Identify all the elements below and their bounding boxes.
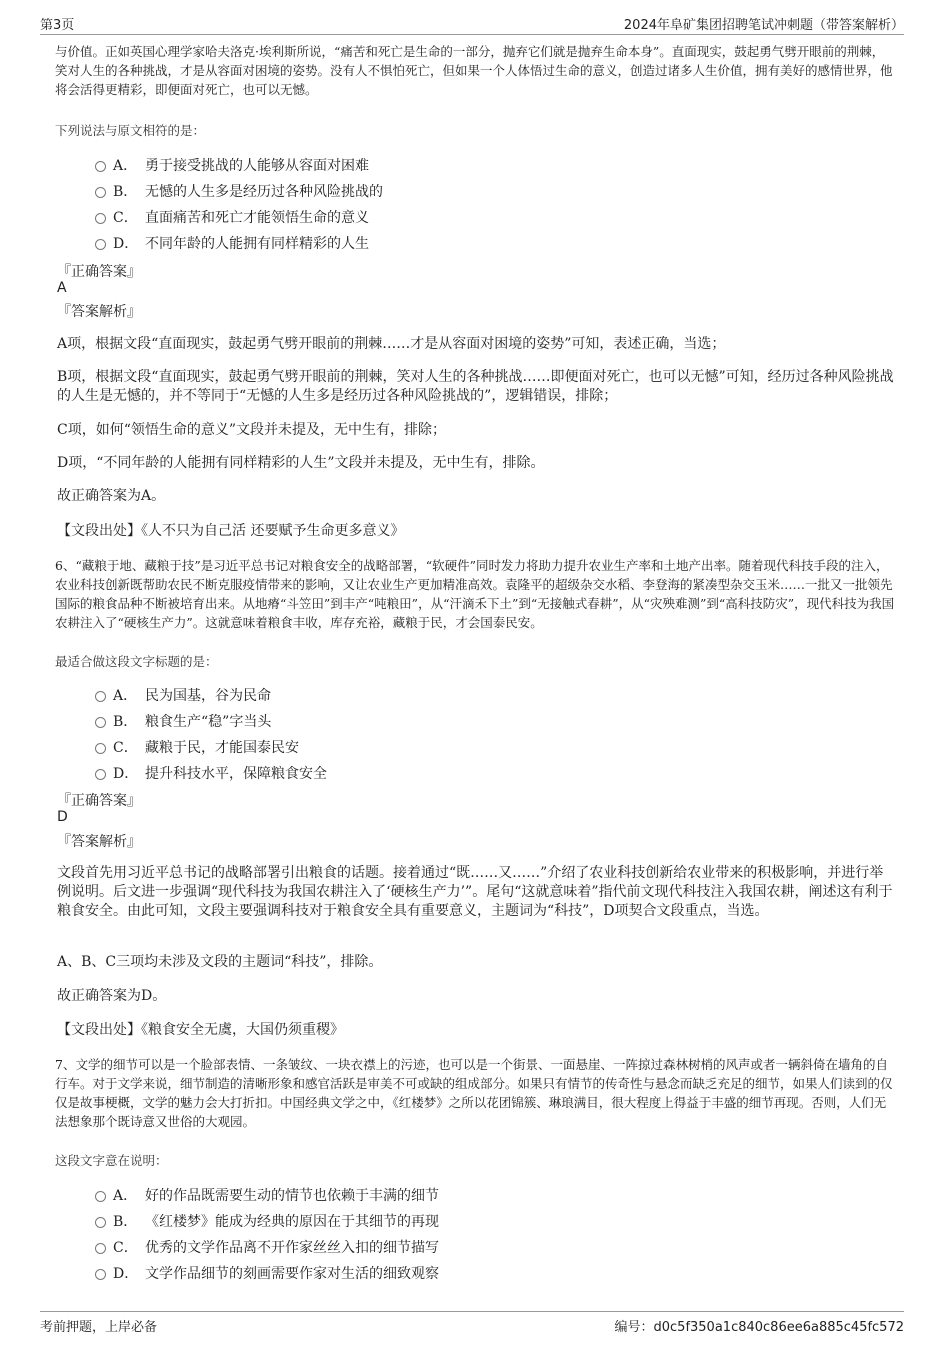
- page-number: 第3页: [40, 18, 75, 33]
- q6-option-d[interactable]: D． 提升科技水平，保障粮食安全: [95, 763, 327, 783]
- page-footer: [40, 1311, 904, 1336]
- document-title: 2024年阜矿集团招聘笔试冲刺题（带答案解析）: [623, 18, 904, 33]
- q5-conclusion: 故正确答案为A。: [57, 488, 166, 504]
- q7-option-a[interactable]: A． 好的作品既需要生动的情节也依赖于丰满的细节: [95, 1185, 439, 1205]
- q6-option-b[interactable]: B． 粮食生产“稳”字当头: [95, 711, 271, 731]
- page-header: [40, 10, 904, 35]
- q5-source: 【文段出处】《人不只为自己活 还要赋予生命更多意义》: [57, 523, 405, 539]
- radio-icon[interactable]: [95, 1269, 106, 1280]
- q5-answer-label: 『正确答案』: [57, 264, 141, 280]
- radio-icon[interactable]: [95, 717, 106, 728]
- radio-icon[interactable]: [95, 743, 106, 754]
- q5-analysis-c: C项，如何“领悟生命的意义”文段并未提及，无中生有，排除；: [57, 422, 447, 438]
- radio-icon[interactable]: [95, 213, 106, 224]
- q7-passage: 7、文学的细节可以是一个脸部表情、一条皱纹、一块衣襟上的污迹，也可以是一个街景、一面悬崖、一阵掠过森林树梢的风声或者一辆斜倚在墙角的自行车。对于文学来说，细节制造的清晰形象和感官活跃是审美不可或缺的组成部分。如果只有情节的传奇性与悬念而缺乏充足的细节，如果人们读到的仅仅是故事梗概，文学的魅力会大打折扣。中国经典文学之中，《红楼梦》之所以花团锦簇、琳琅满目，很大程度上得益于丰盛的细节再现。否则，人们无法想象那个既诗意又世俗的大观园。: [55, 1057, 893, 1129]
- q5-answer: A: [57, 280, 67, 296]
- q5-option-a[interactable]: A． 勇于接受挑战的人能够从容面对困难: [95, 155, 369, 175]
- q6-answer: D: [57, 809, 68, 825]
- radio-icon[interactable]: [95, 187, 106, 198]
- q5-analysis-label: 『答案解析』: [57, 304, 141, 320]
- radio-icon[interactable]: [95, 239, 106, 250]
- q5-analysis-a: A项，根据文段“直面现实，鼓起勇气劈开眼前的荆棘……才是从容面对困境的姿势”可知，表述正确，当选；: [57, 336, 726, 352]
- q6-analysis-label: 『答案解析』: [57, 834, 141, 850]
- radio-icon[interactable]: [95, 1191, 106, 1202]
- q5-option-c[interactable]: C． 直面痛苦和死亡才能领悟生命的意义: [95, 207, 369, 227]
- q5-analysis-d: D项，“不同年龄的人能拥有同样精彩的人生”文段并未提及，无中生有，排除。: [57, 455, 545, 471]
- q6-conclusion: 故正确答案为D。: [57, 988, 167, 1004]
- q5-option-d[interactable]: D． 不同年龄的人能拥有同样精彩的人生: [95, 233, 369, 253]
- q5-analysis-b: B项，根据文段“直面现实，鼓起勇气劈开眼前的荆棘，笑对人生的各种挑战……即便面对死亡，也可以无憾”可知，经历过各种风险挑战的人生是无憾的，并不等同于“无憾的人生多是经历过各种风险挑战的”，逻辑错误，排除；: [57, 369, 894, 404]
- radio-icon[interactable]: [95, 1217, 106, 1228]
- q7-question: 这段文字意在说明：: [55, 1153, 168, 1168]
- q5-passage: 与价值。正如英国心理学家哈夫洛克·埃利斯所说，“痛苦和死亡是生命的一部分，抛弃它们就是抛弃生命本身”。直面现实，鼓起勇气劈开眼前的荆棘，笑对人生的各种挑战，才是从容面对困境的姿势。没有人不惧怕死亡，但如果一个人体悟过生命的意义，创造过诸多人生价值，拥有美好的感情世界，他将会活得更精彩，即便面对死亡，也可以无憾。: [55, 44, 893, 97]
- q6-option-c[interactable]: C． 藏粮于民，才能国泰民安: [95, 737, 299, 757]
- q6-answer-label: 『正确答案』: [57, 793, 141, 809]
- q6-option-a[interactable]: A． 民为国基，谷为民命: [95, 685, 271, 705]
- q5-option-b[interactable]: B． 无憾的人生多是经历过各种风险挑战的: [95, 181, 383, 201]
- q7-option-d[interactable]: D． 文学作品细节的刻画需要作家对生活的细致观察: [95, 1263, 439, 1283]
- q6-analysis-other: A、B、C三项均未涉及文段的主题词“科技”，排除。: [57, 954, 383, 970]
- radio-icon[interactable]: [95, 161, 106, 172]
- footer-slogan: 考前押题，上岸必备: [40, 1320, 158, 1335]
- q6-source: 【文段出处】《粮食安全无虞，大国仍须重稷》: [57, 1022, 344, 1038]
- radio-icon[interactable]: [95, 691, 106, 702]
- q5-question: 下列说法与原文相符的是：: [55, 123, 206, 138]
- q6-analysis-main: 文段首先用习近平总书记的战略部署引出粮食的话题。接着通过“既……又……”介绍了农业科技创新给农业带来的积极影响，并进行举例说明。后文进一步强调“现代科技为我国农耕注入了‘硬核生产力’”。尾句“这就意味着”指代前文现代科技注入我国农耕，阐述这有利于粮食安全。由此可知，文段主要强调科技对于粮食安全具有重要意义，主题词为“科技”，D项契合文段重点，当选。: [57, 865, 893, 919]
- q6-question: 最适合做这段文字标题的是：: [55, 654, 218, 669]
- q7-option-c[interactable]: C． 优秀的文学作品离不开作家丝丝入扣的细节描写: [95, 1237, 439, 1257]
- radio-icon[interactable]: [95, 1243, 106, 1254]
- q6-passage: 6、“藏粮于地、藏粮于技”是习近平总书记对粮食安全的战略部署，“软硬件”同时发力将助力提升农业生产率和土地产出率。随着现代科技手段的注入，农业科技创新既帮助农民不断克服疫情带来的影响，又让农业生产更加精准高效。袁隆平的超级杂交水稻、李登海的紧凑型杂交玉米……一批又一批领先国际的粮食品种不断被培育出来。从地瘠“斗笠田”到丰产“吨粮田”，从“汗滴禾下土”到“无接触式春耕”，从“灾殃难测”到“高科技防灾”，现代科技为我国农耕注入了“硬核生产力”。这就意味着粮食丰收，库存充裕，藏粮于民，才会国泰民安。: [55, 558, 895, 630]
- radio-icon[interactable]: [95, 769, 106, 780]
- q7-option-b[interactable]: B． 《红楼梦》能成为经典的原因在于其细节的再现: [95, 1211, 439, 1231]
- document-id: 编号：d0c5f350a1c840c86ee6a885c45fc572: [614, 1320, 904, 1335]
